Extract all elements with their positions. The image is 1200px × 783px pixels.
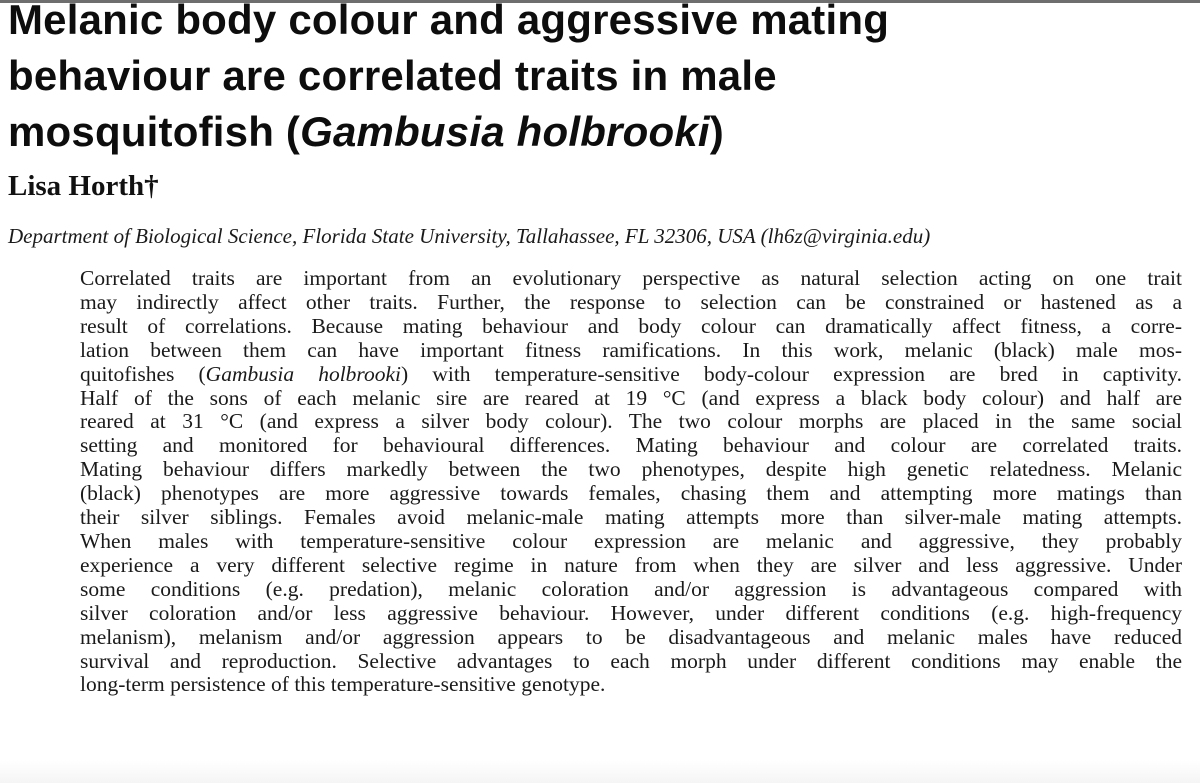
author-affiliation: Department of Biological Science, Florida State University, Tallahassee, FL 32306, USA (lh6z@virginia.edu) [8, 224, 931, 248]
title-line-3-end: ) [709, 108, 724, 155]
abstract-line: reared at 31 °C (and express a silver body colour). The two colour morphs are placed in the same social [80, 409, 1182, 434]
abstract-line: melanism), melanism and/or aggression appears to be disadvantageous and melanic males have reduced [80, 624, 1182, 649]
abstract-line: (black) phenotypes are more aggressive towards females, chasing them and attempting more matings than [80, 481, 1182, 506]
abstract-species-name: Gambusia holbrooki [205, 361, 402, 386]
author-name: Lisa Horth† [8, 170, 159, 202]
title-line-3 [8, 104, 1188, 160]
abstract-line: When males with temperature-sensitive colour expression are melanic and aggressive, they probably [80, 528, 1182, 553]
abstract-line: some conditions (e.g. predation), melanic coloration and/or aggression is advantageous compared with [80, 576, 1182, 601]
abstract-line: lation between them can have important fitness ramifications. In this work, melanic (black) male mos- [80, 337, 1182, 362]
abstract-line-end: ) with temperature-sensitive body-colour expression are bred in captivity. [401, 361, 1182, 386]
abstract-line: Mating behaviour differs markedly between the two phenotypes, despite high genetic relatedness. Melanic [80, 457, 1182, 482]
abstract [80, 267, 1182, 697]
abstract-line: survival and reproduction. Selective advantages to each morph under different conditions may enable the [80, 648, 1182, 673]
title-line-2: behaviour are correlated traits in male [8, 52, 777, 99]
abstract-line: experience a very different selective regime in nature from when they are silver and less aggressive. Under [80, 552, 1182, 577]
abstract-line-start: quitofishes ( [80, 361, 206, 386]
abstract-line: silver coloration and/or less aggressive behaviour. However, under different conditions (e.g. high-frequency [80, 600, 1182, 625]
abstract-line: Half of the sons of each melanic sire are reared at 19 °C (and express a black body colour) and half are [80, 385, 1182, 410]
abstract-line [80, 363, 1182, 387]
title-line-1: Melanic body colour and aggressive mating [8, 0, 890, 43]
page-fade [0, 760, 1200, 783]
title-species-name: Gambusia holbrooki [300, 108, 710, 155]
abstract-line: setting and monitored for behavioural differences. Mating behaviour and colour are correlated traits. [80, 433, 1182, 458]
abstract-line: long-term persistence of this temperature-sensitive genotype. [80, 672, 606, 697]
abstract-line: result of correlations. Because mating behaviour and body colour can dramatically affect fitness, a corre- [80, 313, 1182, 338]
article-title [8, 0, 1188, 160]
title-line-3-start: mosquitofish ( [8, 108, 301, 155]
abstract-line: may indirectly affect other traits. Further, the response to selection can be constrained or hastened as a [80, 289, 1182, 314]
abstract-line: their silver siblings. Females avoid melanic-male mating attempts more than silver-male mating attempts. [80, 505, 1182, 530]
abstract-line: Correlated traits are important from an evolutionary perspective as natural selection acting on one trait [80, 266, 1182, 290]
